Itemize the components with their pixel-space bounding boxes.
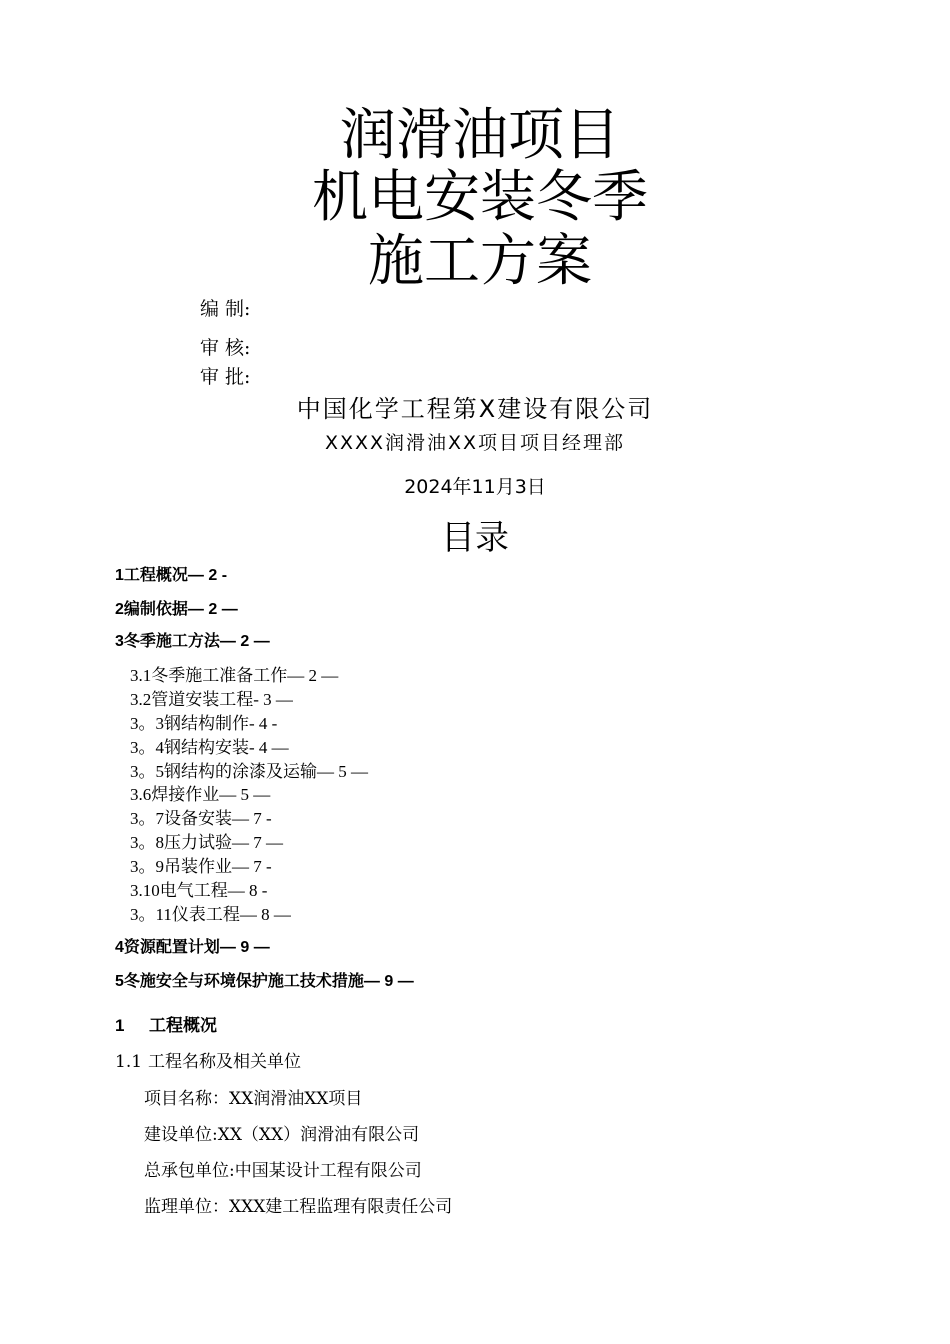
approved-by-label: 审 批: <box>200 366 251 388</box>
toc-item[interactable]: 3。8压力试验— 7 — <box>130 833 283 852</box>
project-name-line: 项目名称：XX润滑油XX项目 <box>144 1089 363 1109</box>
toc-item[interactable]: 3冬季施工方法— 2 — <box>115 633 270 650</box>
toc-item[interactable]: 3。4钢结构安装- 4 — <box>130 738 289 757</box>
section-number: 1 <box>115 1016 125 1035</box>
toc-item[interactable]: 3.2管道安装工程- 3 — <box>130 690 293 709</box>
subsection-heading <box>115 1047 301 1072</box>
subsection-number: 1.1 <box>115 1052 143 1072</box>
subsection-title: 工程名称及相关单位 <box>148 1052 301 1072</box>
company-name: 中国化学工程第Ⅹ建设有限公司 <box>296 395 654 423</box>
toc-item[interactable]: 3.1冬季施工准备工作— 2 — <box>130 666 339 685</box>
department-name: XXXX润滑油XX项目项目经理部 <box>324 432 626 454</box>
toc-item[interactable]: 3.6焊接作业— 5 — <box>130 785 271 804</box>
toc-item[interactable]: 5冬施安全与环境保护施工技术措施— 9 — <box>115 973 414 990</box>
toc-item[interactable]: 2编制依据— 2 — <box>115 601 238 618</box>
cover-title-line-2: 机电安装冬季 <box>312 165 648 230</box>
contractor-line: 总承包单位:中国某设计工程有限公司 <box>144 1161 422 1181</box>
cover-title-line-3: 施工方案 <box>368 229 592 294</box>
supervisor-line: 监理单位：XXX建工程监理有限责任公司 <box>144 1197 453 1217</box>
toc-item[interactable]: 3。5钢结构的涂漆及运输— 5 — <box>130 762 368 781</box>
toc-item[interactable]: 4资源配置计划— 9 — <box>115 939 270 956</box>
toc-item[interactable]: 3。9吊装作业— 7 - <box>130 857 272 876</box>
cover-title-line-1: 润滑油项目 <box>340 103 620 168</box>
document-date: 2024年11月3日 <box>404 476 546 498</box>
toc-item[interactable]: 3.10电气工程— 8 - <box>130 881 268 900</box>
toc-item[interactable]: 3。7设备安装— 7 - <box>130 809 272 828</box>
toc-item[interactable]: 1工程概况— 2 - <box>115 567 228 584</box>
toc-item[interactable]: 3。3钢结构制作- 4 - <box>130 714 278 733</box>
toc-item[interactable]: 3。11仪表工程— 8 — <box>130 905 291 924</box>
owner-unit-line: 建设单位:XX（XX）润滑油有限公司 <box>144 1125 420 1145</box>
prepared-by-label: 编 制: <box>200 298 251 320</box>
section-heading <box>115 1011 217 1036</box>
reviewed-by-label: 审 核: <box>200 337 251 359</box>
section-title: 工程概况 <box>149 1016 217 1035</box>
toc-title: 目录 <box>441 518 509 558</box>
